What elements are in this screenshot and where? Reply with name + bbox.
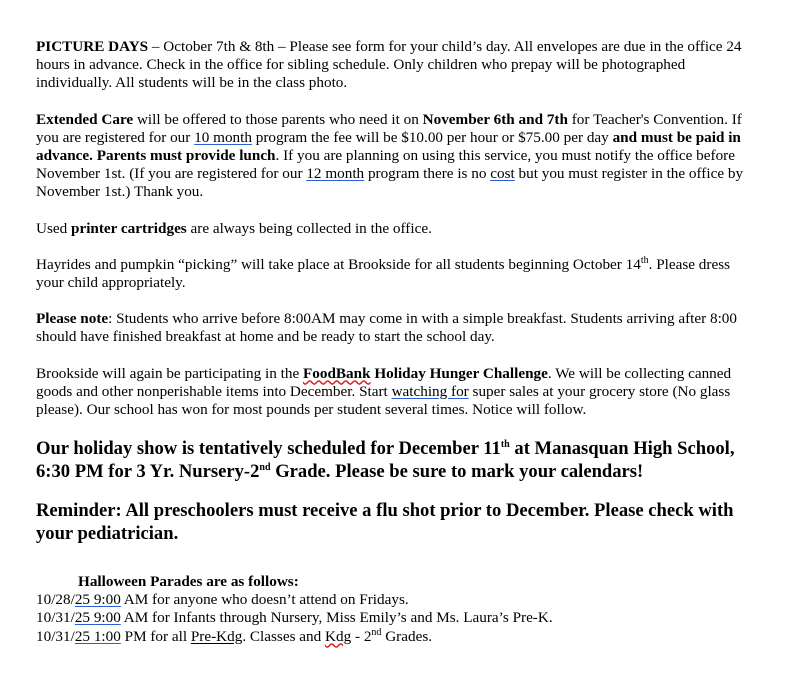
text-run: will be offered to those parents who need it on xyxy=(133,110,423,128)
paragraph xyxy=(36,310,758,346)
text-run: PM for all xyxy=(120,627,191,645)
text-run: 10/31/ xyxy=(36,627,75,645)
text-run: nd xyxy=(259,462,271,474)
text-run: th xyxy=(640,254,649,266)
text-run: at Manasquan High School, 6:30 PM for 3 Yr. Nursery-2 xyxy=(36,438,735,483)
text-run: 10/31/ xyxy=(36,609,75,627)
text-run: . We will be collecting canned goods and other nonperishable items into December. Start xyxy=(36,364,732,400)
text-run: program the fee will be $10.00 per hour or $75.00 per day xyxy=(251,128,613,146)
text-run: are always being collected in the office. xyxy=(186,219,432,237)
text-run: PICTURE DAYS xyxy=(36,38,149,55)
text-run: Grade. Please be sure to mark your calendars! xyxy=(270,461,644,483)
announcement-heading xyxy=(36,437,758,483)
text-run: printer cartridges xyxy=(71,219,187,237)
text-run: Used xyxy=(36,219,72,237)
text-run: super sales at your grocery store (No glass please). Our school has won for most pounds per student several times. Notice will follow. xyxy=(36,382,731,419)
text-run: AM for anyone who doesn’t attend on Fridays. xyxy=(120,591,409,609)
announcement-heading xyxy=(36,499,758,545)
text-run: Grades. xyxy=(381,627,433,645)
underlined-text: 25 9:00 xyxy=(74,609,121,627)
paragraph xyxy=(36,111,758,202)
text-run: nd xyxy=(371,626,382,638)
text-run: and must be paid in advance. Parents must provide lunch xyxy=(36,128,741,165)
paragraph xyxy=(36,38,758,93)
underlined-text: Pre-Kdg xyxy=(190,627,243,645)
text-run: . If you are planning on using this service, you must notify the office before November 1st. (If you are registered for our xyxy=(36,147,735,183)
text-run: for Teacher's Convention. If you are registered for our xyxy=(36,110,742,146)
text-run: . Please dress your child appropriately. xyxy=(36,255,731,292)
parade-schedule-line xyxy=(36,609,553,627)
underlined-text: 12 month xyxy=(306,165,365,183)
underlined-text: cost xyxy=(490,165,515,183)
text-run: – October 7th & 8th – Please see form for your child’s day. All envelopes are due in the office 24 hours in advance. Check in the office for sibling schedule. Only children who prepay will be photographed individually. All students will be in the class photo. xyxy=(36,38,742,92)
spellcheck-flagged-text: FoodBank xyxy=(302,364,371,382)
text-run: 10/28/ xyxy=(36,591,75,609)
paragraph xyxy=(36,220,758,238)
text-run: program there is no xyxy=(364,165,491,183)
text-run: Please note xyxy=(36,310,109,328)
text-run: Holiday Hunger Challenge xyxy=(370,364,548,382)
halloween-parades xyxy=(36,573,553,646)
parade-schedule-line xyxy=(36,628,553,646)
underlined-text: 25 1:00 xyxy=(74,627,121,645)
text-run: . Classes and xyxy=(242,627,326,645)
text-run: - 2 xyxy=(351,627,372,645)
text-run: Extended Care xyxy=(36,110,134,128)
text-run: November 6th and 7th xyxy=(422,110,568,128)
text-run: Reminder: All preschoolers must receive a flu shot prior to December. Please check with your pediatrician. xyxy=(36,500,734,545)
text-run: Brookside will again be participating in the xyxy=(36,364,303,382)
text-run: th xyxy=(500,439,510,451)
paragraph xyxy=(36,365,758,420)
document-body xyxy=(36,38,758,561)
paragraph xyxy=(36,256,758,292)
text-run: Hayrides and pumpkin “picking” will take place at Brookside for all students beginning October 14 xyxy=(36,255,641,273)
text-run: but you must register in the office by November 1st.) Thank you. xyxy=(36,165,744,201)
halloween-title: Halloween Parades are as follows: xyxy=(78,573,299,590)
underlined-text: 25 9:00 xyxy=(74,591,121,609)
underlined-text: 10 month xyxy=(194,128,252,146)
text-run: : Students who arrive before 8:00AM may come in with a simple breakfast. Students arriving after 8:00 should have finished breakfast at home and be ready to start the school day. xyxy=(36,310,737,346)
text-run: AM for Infants through Nursery, Miss Emily’s and Ms. Laura’s Pre-K. xyxy=(120,609,553,627)
underlined-text: watching for xyxy=(391,382,469,400)
spellcheck-flagged-text: Kdg xyxy=(325,627,352,645)
text-run: Our holiday show is tentatively scheduled for December 11 xyxy=(36,438,501,460)
parade-schedule-line xyxy=(36,591,553,609)
